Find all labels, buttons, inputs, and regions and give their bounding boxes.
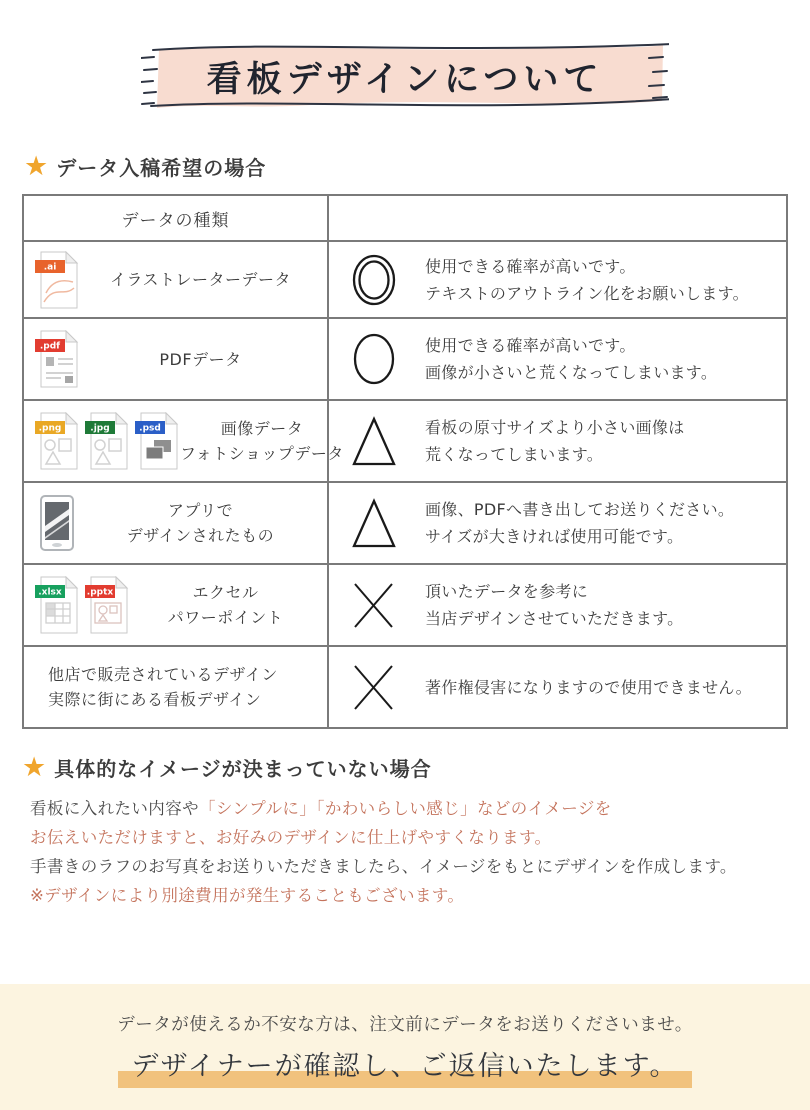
rating-description: 使用できる確率が高いです。 画像が小さいと荒くなってしまいます。 bbox=[425, 336, 718, 382]
data-type-label: アプリで デザインされたもの bbox=[126, 501, 275, 545]
svg-text:.pptx: .pptx bbox=[86, 587, 114, 598]
footer-message bbox=[0, 1044, 810, 1083]
highlighted-message: デザイナーが確認し、ご返信いたします。 bbox=[118, 1051, 693, 1088]
ai-file-icon bbox=[34, 251, 80, 309]
svg-text:.jpg: .jpg bbox=[90, 423, 110, 434]
rating-circle-icon bbox=[349, 331, 399, 387]
rating-description: 画像、PDFへ書き出してお送りください。 サイズが大きければ使用可能です。 bbox=[425, 500, 735, 546]
pptx-file-icon bbox=[84, 576, 130, 634]
rating-cross-icon bbox=[349, 659, 399, 715]
rating-description: 著作権侵害になりますので使用できません。 bbox=[425, 677, 752, 697]
star-icon: ★ bbox=[24, 151, 49, 182]
data-type-label: 画像データ フォトショップデータ bbox=[180, 419, 344, 463]
star-icon: ★ bbox=[22, 752, 47, 783]
data-type-label: 他店で販売されているデザイン 実際に街にある看板デザイン bbox=[48, 665, 278, 709]
table-row bbox=[23, 400, 787, 482]
pdf-file-icon bbox=[34, 330, 80, 388]
advice-note: ※デザインにより別途費用が発生することもございます。 bbox=[30, 886, 465, 905]
rating-double-circle-icon bbox=[349, 252, 399, 308]
rating-description: 頂いたデータを参考に 当店デザインさせていただきます。 bbox=[425, 582, 684, 628]
rating-triangle-icon bbox=[349, 413, 399, 469]
data-type-label: エクセル パワーポイント bbox=[167, 583, 284, 627]
svg-text:.xlsx: .xlsx bbox=[38, 587, 62, 598]
header-rating bbox=[328, 195, 787, 241]
advice-paragraph bbox=[30, 794, 810, 910]
svg-text:.png: .png bbox=[38, 423, 62, 434]
advice-accent-text: 「シンプルに」「かわいらしい感じ」などのイメージを bbox=[199, 799, 612, 818]
xlsx-file-icon bbox=[34, 576, 80, 634]
table-row bbox=[23, 564, 787, 646]
rating-cross-icon bbox=[349, 577, 399, 633]
table-header-row bbox=[23, 195, 787, 241]
page bbox=[0, 36, 810, 1110]
svg-text:.ai: .ai bbox=[43, 262, 57, 272]
data-type-label: PDFデータ bbox=[159, 349, 242, 369]
advice-accent-text: お伝えいただけますと、お好みのデザインに仕上げやすくなります。 bbox=[30, 828, 552, 847]
svg-text:.psd: .psd bbox=[139, 423, 161, 434]
rating-triangle-icon bbox=[349, 495, 399, 551]
advice-text: 看板に入れたい内容や bbox=[30, 799, 199, 818]
footer-note: データが使えるか不安な方は、注文前にデータをお送りくださいませ。 bbox=[117, 1015, 693, 1035]
rating-description: 看板の原寸サイズより小さい画像は 荒くなってしまいます。 bbox=[425, 418, 685, 464]
table-row bbox=[23, 646, 787, 728]
table-row bbox=[23, 482, 787, 564]
section-heading-label: データ入稿希望の場合 bbox=[56, 156, 267, 180]
title-banner bbox=[141, 36, 669, 120]
page-title: 看板デザインについて bbox=[206, 59, 604, 100]
table-row bbox=[23, 318, 787, 400]
table-row bbox=[23, 241, 787, 318]
rating-description: 使用できる確率が高いです。 テキストのアウトライン化をお願いします。 bbox=[425, 256, 749, 303]
psd-file-icon bbox=[134, 412, 180, 470]
data-type-table bbox=[22, 194, 788, 729]
advice-text: 手書きのラフのお写真をお送りいただきましたら、イメージをもとにデザインを作成します。 bbox=[30, 857, 737, 876]
header-data-type: データの種類 bbox=[23, 195, 328, 241]
jpg-file-icon bbox=[84, 412, 130, 470]
section-heading-no-image bbox=[22, 753, 810, 782]
section-heading-submit bbox=[24, 152, 810, 181]
svg-text:.pdf: .pdf bbox=[39, 341, 61, 352]
section-heading-label: 具体的なイメージが決まっていない場合 bbox=[54, 757, 432, 781]
footer-banner bbox=[0, 984, 810, 1110]
data-type-label: イラストレーターデータ bbox=[109, 270, 292, 289]
smartphone-icon bbox=[34, 494, 80, 552]
png-file-icon bbox=[34, 412, 80, 470]
